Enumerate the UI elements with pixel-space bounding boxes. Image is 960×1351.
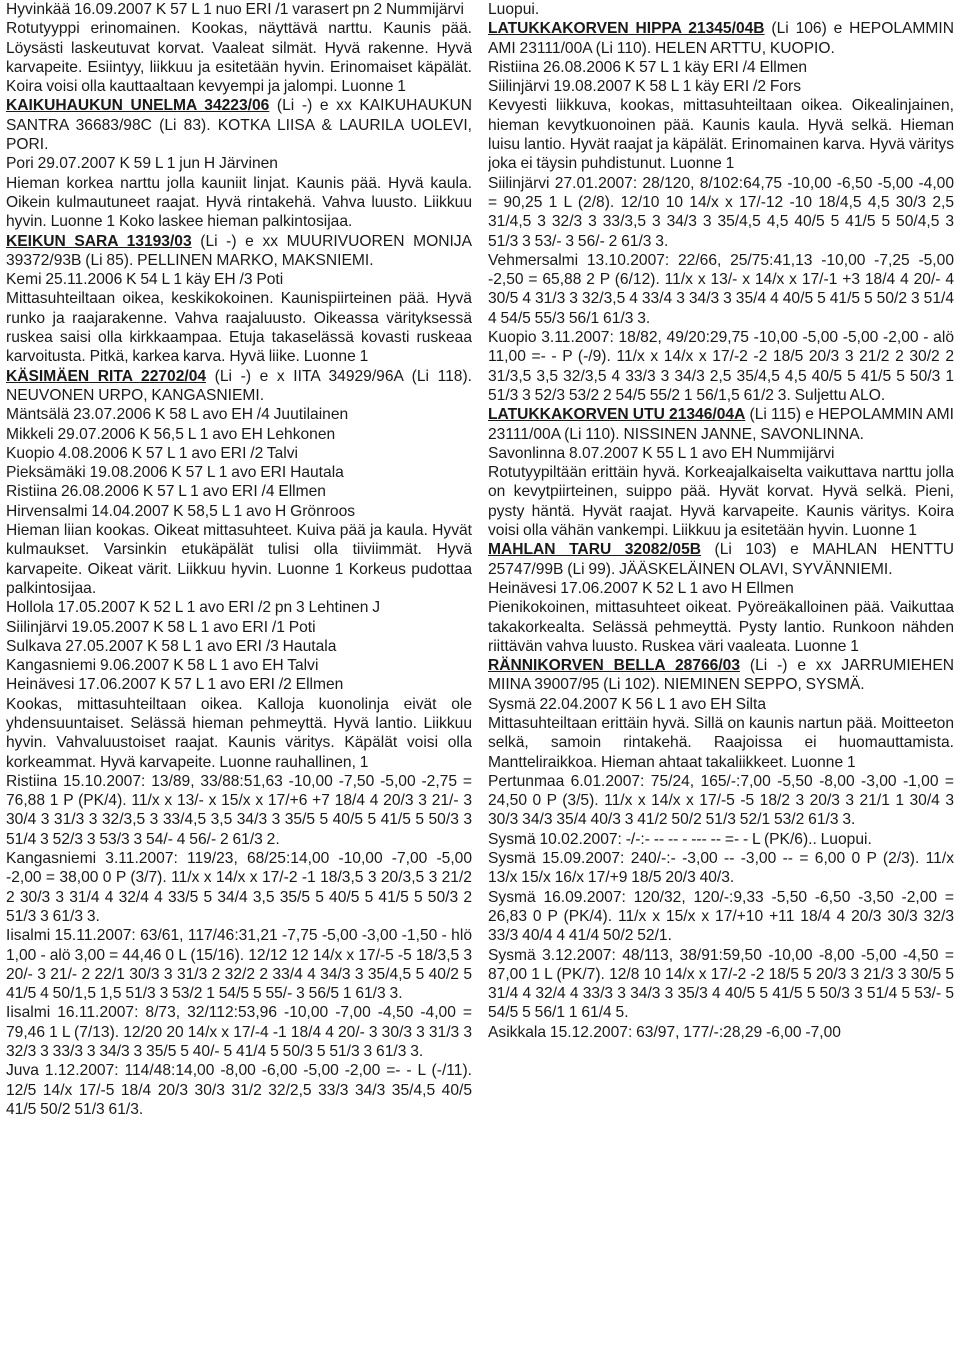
paragraph-text: (Li -) e xx KAIKUHAUKUN SANTRA 36683/98C (Li 83). KOTKA LIISA & LAURILA UOLEVI, PORI. <box>6 97 472 154</box>
dog-name-registration: RÄNNIKORVEN BELLA 28766/03 <box>488 657 740 675</box>
paragraph-text: Pertunmaa 6.01.2007: 75/24, 165/-:7,00 -5,50 -8,00 -3,00 -1,00 = 24,50 0 P (3/5). 11/x x 14/x x 17/-5 -5 18/2 3 20/3 3 21/1 1 30/4 3 30/3 34/3 35/4 40/3 3 41/2 50/2 51/3 52/1 53/2 61/3 3. <box>488 772 954 829</box>
text-paragraph <box>488 830 954 849</box>
text-paragraph <box>488 174 954 251</box>
paragraph-text: Pori 29.07.2007 K 59 L 1 jun H Järvinen <box>6 155 278 173</box>
paragraph-text: Ristiina 26.08.2006 K 57 L 1 avo ERI /4 Ellmen <box>6 483 326 501</box>
text-paragraph <box>6 675 472 694</box>
paragraph-text: Mäntsälä 23.07.2006 K 58 L avo EH /4 Juutilainen <box>6 406 349 424</box>
paragraph-text: Siilinjärvi 27.01.2007: 28/120, 8/102:64,75 -10,00 -6,50 -5,00 -4,00 = 90,25 1 L (2/8). 12/10 10 14/x x 17/-12 -10 18/4,5 4,5 30/3 2,5 31/4,5 3 32/3 3 33/3,5 3 34/3 3 35/4,5 4,5 40/5 5 41/5 5 50/4,5 3 51/3 3 53/- 3 56/- 2 61/3 3. <box>488 174 954 250</box>
text-paragraph <box>6 849 472 926</box>
dog-name-registration: MAHLAN TARU 32082/05B <box>488 541 702 559</box>
text-paragraph <box>488 1023 954 1042</box>
text-paragraph <box>488 463 954 540</box>
paragraph-text: Savonlinna 8.07.2007 K 55 L 1 avo EH Nummijärvi <box>488 444 835 462</box>
paragraph-text: Heinävesi 17.06.2007 K 57 L 1 avo ERI /2 Ellmen <box>6 676 344 694</box>
paragraph-text: Siilinjärvi 19.08.2007 K 58 L 1 käy ERI /2 Fors <box>488 78 802 96</box>
text-paragraph <box>6 926 472 1003</box>
paragraph-text: Ristiina 26.08.2006 K 57 L 1 käy ERI /4 Ellmen <box>488 58 808 76</box>
paragraph-text: Rotutyyppi erinomainen. Kookas, näyttävä narttu. Kaunis pää. Löysästi laskeutuvat korvat. Vaaleat silmät. Hyvä rakenne. Hyvä karvapeite. Esiintyy, liikkuu ja esitetään hyvin. Erinomaiset käpälät. Koira voisi olla kauttaaltaan kevyempi ja jalompi. Luonne 1 <box>6 20 472 96</box>
text-paragraph <box>488 888 954 946</box>
text-paragraph <box>6 0 472 19</box>
paragraph-text: Ristiina 15.10.2007: 13/89, 33/88:51,63 -10,00 -7,50 -5,00 -2,75 = 76,88 1 P (PK/4). 11/x x 13/- x 15/x x 17/+6 +7 18/4 4 20/3 3 21/- 3 30/4 3 31/3 3 32/3,5 3 33/4,5 3,5 34/3 3 35/5 5 40/5 5 41/5 5 50/3 3 51/4 3 52/3 3 53/3 3 54/- 4 56/- 2 61/3 2. <box>6 772 472 848</box>
dog-name-registration: KAIKUHAUKUN UNELMA 34223/06 <box>6 97 270 115</box>
dog-name-registration: LATUKKAKORVEN HIPPA 21345/04B <box>488 20 765 38</box>
paragraph-text: Hieman korkea narttu jolla kauniit linjat. Kaunis pää. Hyvä kaula. Oikein kulmautuneet raajat. Hyvä rintakehä. Vahva luusto. Liikkuu hyvin. Luonne 1 Koko laskee hieman palkintosijaa. <box>6 174 472 231</box>
right-column <box>488 0 954 1351</box>
paragraph-text: Sysmä 15.09.2007: 240/-:- -3,00 -- -3,00 -- = 6,00 0 P (2/3). 11/x 13/x 15/x 16/x 17/+9 18/5 20/3 40/3. <box>488 850 954 887</box>
text-paragraph <box>488 58 954 77</box>
dog-entry-heading <box>488 656 954 695</box>
dog-entry-heading <box>488 405 954 444</box>
text-paragraph <box>6 289 472 366</box>
paragraph-text: Hieman liian kookas. Oikeat mittasuhteet. Kuiva pää ja kaula. Hyvät kulmaukset. Varsinkin etukäpälät tulisi olla tiiviimmät. Hyvä karvapeite. Oikeat värit. Liikkuu hyvin. Luonne 1 Korkeus pudottaa palkintosijaa. <box>6 522 472 597</box>
text-paragraph <box>488 328 954 405</box>
text-paragraph <box>488 946 954 1023</box>
text-paragraph <box>6 1003 472 1061</box>
dog-entry-heading <box>488 19 954 58</box>
text-paragraph <box>488 598 954 656</box>
paragraph-text: Mikkeli 29.07.2006 K 56,5 L 1 avo EH Lehkonen <box>6 425 336 443</box>
text-paragraph <box>488 695 954 714</box>
paragraph-text: Sysmä 10.02.2007: -/-:- -- -- - --- -- =- - L (PK/6).. Luopui. <box>488 830 872 848</box>
paragraph-text: Sysmä 3.12.2007: 48/113, 38/91:59,50 -10,00 -8,00 -5,00 -4,50 = 87,00 1 L (PK/7). 12/8 10 14/x x 17/-2 -2 18/5 5 20/3 3 21/3 3 30/5 5 31/4 4 32/4 4 33/3 3 34/3 3 35/3 4 40/5 5 41/5 5 50/3 3 51/4 5 53/- 5 54/5 5 56/1 1 61/4 5. <box>488 946 954 1022</box>
text-paragraph <box>6 1061 472 1119</box>
text-paragraph <box>6 154 472 173</box>
text-paragraph <box>6 598 472 617</box>
paragraph-text: Kuopio 4.08.2006 K 57 L 1 avo ERI /2 Talvi <box>6 444 298 462</box>
left-column <box>6 0 472 1351</box>
paragraph-text: Vehmersalmi 13.10.2007: 22/66, 25/75:41,13 -10,00 -7,25 -5,00 -2,50 = 65,88 2 P (6/12). 11/x x 13/- x 14/x x 17/-1 +3 18/4 4 20/- 4 30/5 4 31/3 3 32/3,5 4 33/4 3 34/3 3 35/4 4 40/5 5 41/5 5 50/2 3 51/4 4 54/5 55/3 56/1 61/3 3. <box>488 251 954 327</box>
paragraph-text: Iisalmi 15.11.2007: 63/61, 117/46:31,21 -7,75 -5,00 -3,00 -1,50 - hlö 1,00 - alö 3,00 = 44,46 0 L (15/16). 12/12 12 14/x x 17/-5 -5 18/3,5 3 20/- 3 21/- 2 22/1 30/3 3 31/3 2 32/2 2 33/4 4 34/3 3 35/4,5 5 40/2 5 41/5 4 50/1,5 1,5 51/3 3 53/2 1 54/5 5 55/- 3 56/5 1 61/3 3. <box>6 927 472 1003</box>
text-paragraph <box>6 405 472 424</box>
text-paragraph <box>6 425 472 444</box>
paragraph-text: (Li 106) e HEPOLAMMIN AMI 23111/00A (Li 110). HELEN ARTTU, KUOPIO. <box>488 20 954 57</box>
dog-entry-heading <box>488 540 954 579</box>
paragraph-text: Kemi 25.11.2006 K 54 L 1 käy EH /3 Poti <box>6 271 284 289</box>
text-paragraph <box>488 444 954 463</box>
paragraph-text: Kevyesti liikkuva, kookas, mittasuhteiltaan oikea. Oikealinjainen, hieman kevytkuonoinen pää. Kaunis kaula. Hyvä selkä. Hieman luisu lantio. Hyvät raajat ja käpälät. Erinomainen karva. Hyvä väritys joka ei täysin puhdistunut. Luonne 1 <box>488 97 954 173</box>
dog-name-registration: KÄSIMÄEN RITA 22702/04 <box>6 367 207 385</box>
text-paragraph <box>6 270 472 289</box>
text-paragraph <box>6 618 472 637</box>
paragraph-text: (Li -) e xx JARRUMIEHEN MIINA 39007/95 (Li 102). NIEMINEN SEPPO, SYSMÄ. <box>488 657 954 694</box>
paragraph-text: Pienikokoinen, mittasuhteet oikeat. Pyöreäkalloinen pää. Vaikuttaa takakorkealta. Selässä pehmeyttä. Pysty lantio. Runkoon nähden riittävän vahva luusto. Ruskea väri vaaleata. Luonne 1 <box>488 599 954 655</box>
paragraph-text: Pieksämäki 19.08.2006 K 57 L 1 avo ERI Hautala <box>6 464 344 482</box>
dog-entry-heading <box>6 96 472 154</box>
text-paragraph <box>6 482 472 501</box>
paragraph-text: Hyvinkää 16.09.2007 K 57 L 1 nuo ERI /1 varasert pn 2 Nummijärvi <box>6 1 465 18</box>
text-paragraph <box>6 502 472 521</box>
dog-name-registration: LATUKKAKORVEN UTU 21346/04A <box>488 406 746 424</box>
text-paragraph <box>488 772 954 830</box>
text-paragraph <box>6 695 472 772</box>
text-paragraph <box>6 19 472 96</box>
text-paragraph <box>6 772 472 849</box>
text-paragraph <box>488 579 954 598</box>
text-paragraph <box>488 849 954 888</box>
text-paragraph <box>6 174 472 232</box>
text-paragraph <box>6 656 472 675</box>
paragraph-text: Heinävesi 17.06.2007 K 52 L 1 avo H Ellmen <box>488 579 794 597</box>
paragraph-text: Kookas, mittasuhteiltaan oikea. Kalloja kuonolinja eivät ole yhdensuuntaiset. Selässä hieman pehmeyttä. Hyvä lantio. Liikkuu hyvin. Vahvaluustoiset raajat. Kaunis väritys. Käpälät voisi olla korkeammat. Hyvä karvapeite. Luonne rauhallinen, 1 <box>6 695 472 771</box>
paragraph-text: Hirvensalmi 14.04.2007 K 58,5 L 1 avo H Grönroos <box>6 502 356 520</box>
paragraph-text: (Li 115) e HEPOLAMMIN AMI 23111/00A (Li 110). NISSINEN JANNE, SAVONLINNA. <box>488 406 954 443</box>
text-paragraph <box>6 521 472 598</box>
dog-entry-heading <box>6 367 472 406</box>
paragraph-text: Mittasuhteiltaan oikea, keskikokoinen. Kaunispiirteinen pää. Hyvä runko ja raajarakenne. Vahva raajaluusto. Oikeassa värityksessä ruskea saisi olla kirkkaampaa. Etuja takaselässä kovasti ruskeaa karvoitusta. Pitkä, karkea karva. Hyvä liike. Luonne 1 <box>6 290 472 366</box>
text-paragraph <box>488 77 954 96</box>
paragraph-text: Mittasuhteiltaan erittäin hyvä. Sillä on kaunis nartun pää. Moitteeton selkä, samoin rintakehä. Raajoissa ei huomauttamista. Mantteliraikkoa. Hieman ahtaat takaliikkeet. Luonne 1 <box>488 714 954 771</box>
paragraph-text: Sysmä 16.09.2007: 120/32, 120/-:9,33 -5,50 -6,50 -3,50 -2,00 = 26,83 0 P (PK/4). 11/x x 15/x x 17/+10 +11 18/4 4 20/3 30/3 32/3 33/3 40/4 4 41/4 50/2 52/1. <box>488 888 954 945</box>
paragraph-text: Rotutyypiltään erittäin hyvä. Korkeajalkaiselta vaikuttava narttu jolla on kevytpiirteinen, suippo pää. Hyvät korvat. Hyvä selkä. Pieni, pysty häntä. Hyvät raajat. Hyvä karvapeite. Kaunis väritys. Koira voisi olla vähän vankempi. Liikkuu ja esitetään hyvin. Luonne 1 <box>488 464 954 540</box>
paragraph-text: Kuopio 3.11.2007: 18/82, 49/20:29,75 -10,00 -5,00 -5,00 -2,00 - alö 11,00 =- - P (-/9). 11/x x 14/x x 17/-2 -2 18/5 20/3 3 21/2 2 30/2 2 31/3,5 3,5 32/3,5 4 33/3 3 34/3 2,5 35/4,5 4,5 40/5 5 41/5 5 50/3 1 51/3 3 52/3 53/2 2 54/5 55/2 1 56/1,5 61/2 3. Suljettu ALO. <box>488 329 954 404</box>
paragraph-text: Juva 1.12.2007: 114/48:14,00 -8,00 -6,00 -5,00 -2,00 =- - L (-/11). 12/5 14/x 17/-5 18/4 20/3 30/3 31/2 32/2,5 33/3 34/3 35/4,5 40/5 41/5 50/2 51/3 61/3. <box>6 1062 472 1118</box>
paragraph-text: Iisalmi 16.11.2007: 8/73, 32/112:53,96 -10,00 -7,00 -4,50 -4,00 = 79,46 1 L (7/13). 12/20 20 14/x x 17/-4 -1 18/4 4 20/- 3 30/3 3 31/3 3 32/3 3 33/3 3 34/3 3 35/5 5 40/- 5 41/4 5 50/3 5 51/3 3 61/3 3. <box>6 1004 472 1061</box>
paragraph-text: Sulkava 27.05.2007 K 58 L 1 avo ERI /3 Hautala <box>6 637 337 655</box>
text-paragraph <box>488 251 954 328</box>
paragraph-text: (Li -) e xx MUURIVUOREN MONIJA 39372/93B (Li 85). PELLINEN MARKO, MAKSNIEMI. <box>6 232 472 269</box>
paragraph-text: Kangasniemi 9.06.2007 K 58 L 1 avo EH Talvi <box>6 657 319 675</box>
paragraph-text: Asikkala 15.12.2007: 63/97, 177/-:28,29 -6,00 -7,00 <box>488 1023 841 1041</box>
paragraph-text: Siilinjärvi 19.05.2007 K 58 L 1 avo ERI /1 Poti <box>6 618 316 636</box>
text-paragraph <box>488 714 954 772</box>
paragraph-text: (Li -) e x IITA 34929/96A (Li 118). NEUVONEN URPO, KANGASNIEMI. <box>6 367 472 404</box>
paragraph-text: Kangasniemi 3.11.2007: 119/23, 68/25:14,00 -10,00 -7,00 -5,00 -2,00 = 38,00 0 P (3/7). 11/x x 14/x x 17/-2 -1 18/3,5 3 20/3,5 3 21/2 2 30/3 3 31/4 4 32/4 4 33/5 5 34/4 3,5 35/5 5 40/5 5 41/5 5 50/3 2 51/3 3 61/3 3. <box>6 850 472 925</box>
paragraph-text: Hollola 17.05.2007 K 52 L 1 avo ERI /2 pn 3 Lehtinen J <box>6 599 381 617</box>
paragraph-text: Sysmä 22.04.2007 K 56 L 1 avo EH Silta <box>488 695 767 713</box>
text-paragraph <box>488 0 954 19</box>
text-paragraph <box>6 637 472 656</box>
text-paragraph <box>6 444 472 463</box>
dog-name-registration: KEIKUN SARA 13193/03 <box>6 232 192 250</box>
text-paragraph <box>488 96 954 173</box>
text-paragraph <box>6 463 472 482</box>
paragraph-text: (Li 103) e MAHLAN HENTTU 25747/99B (Li 99). JÄÄSKELÄINEN OLAVI, SYVÄNNIEMI. <box>488 541 954 578</box>
paragraph-text: Luopui. <box>488 1 540 18</box>
dog-entry-heading <box>6 232 472 271</box>
